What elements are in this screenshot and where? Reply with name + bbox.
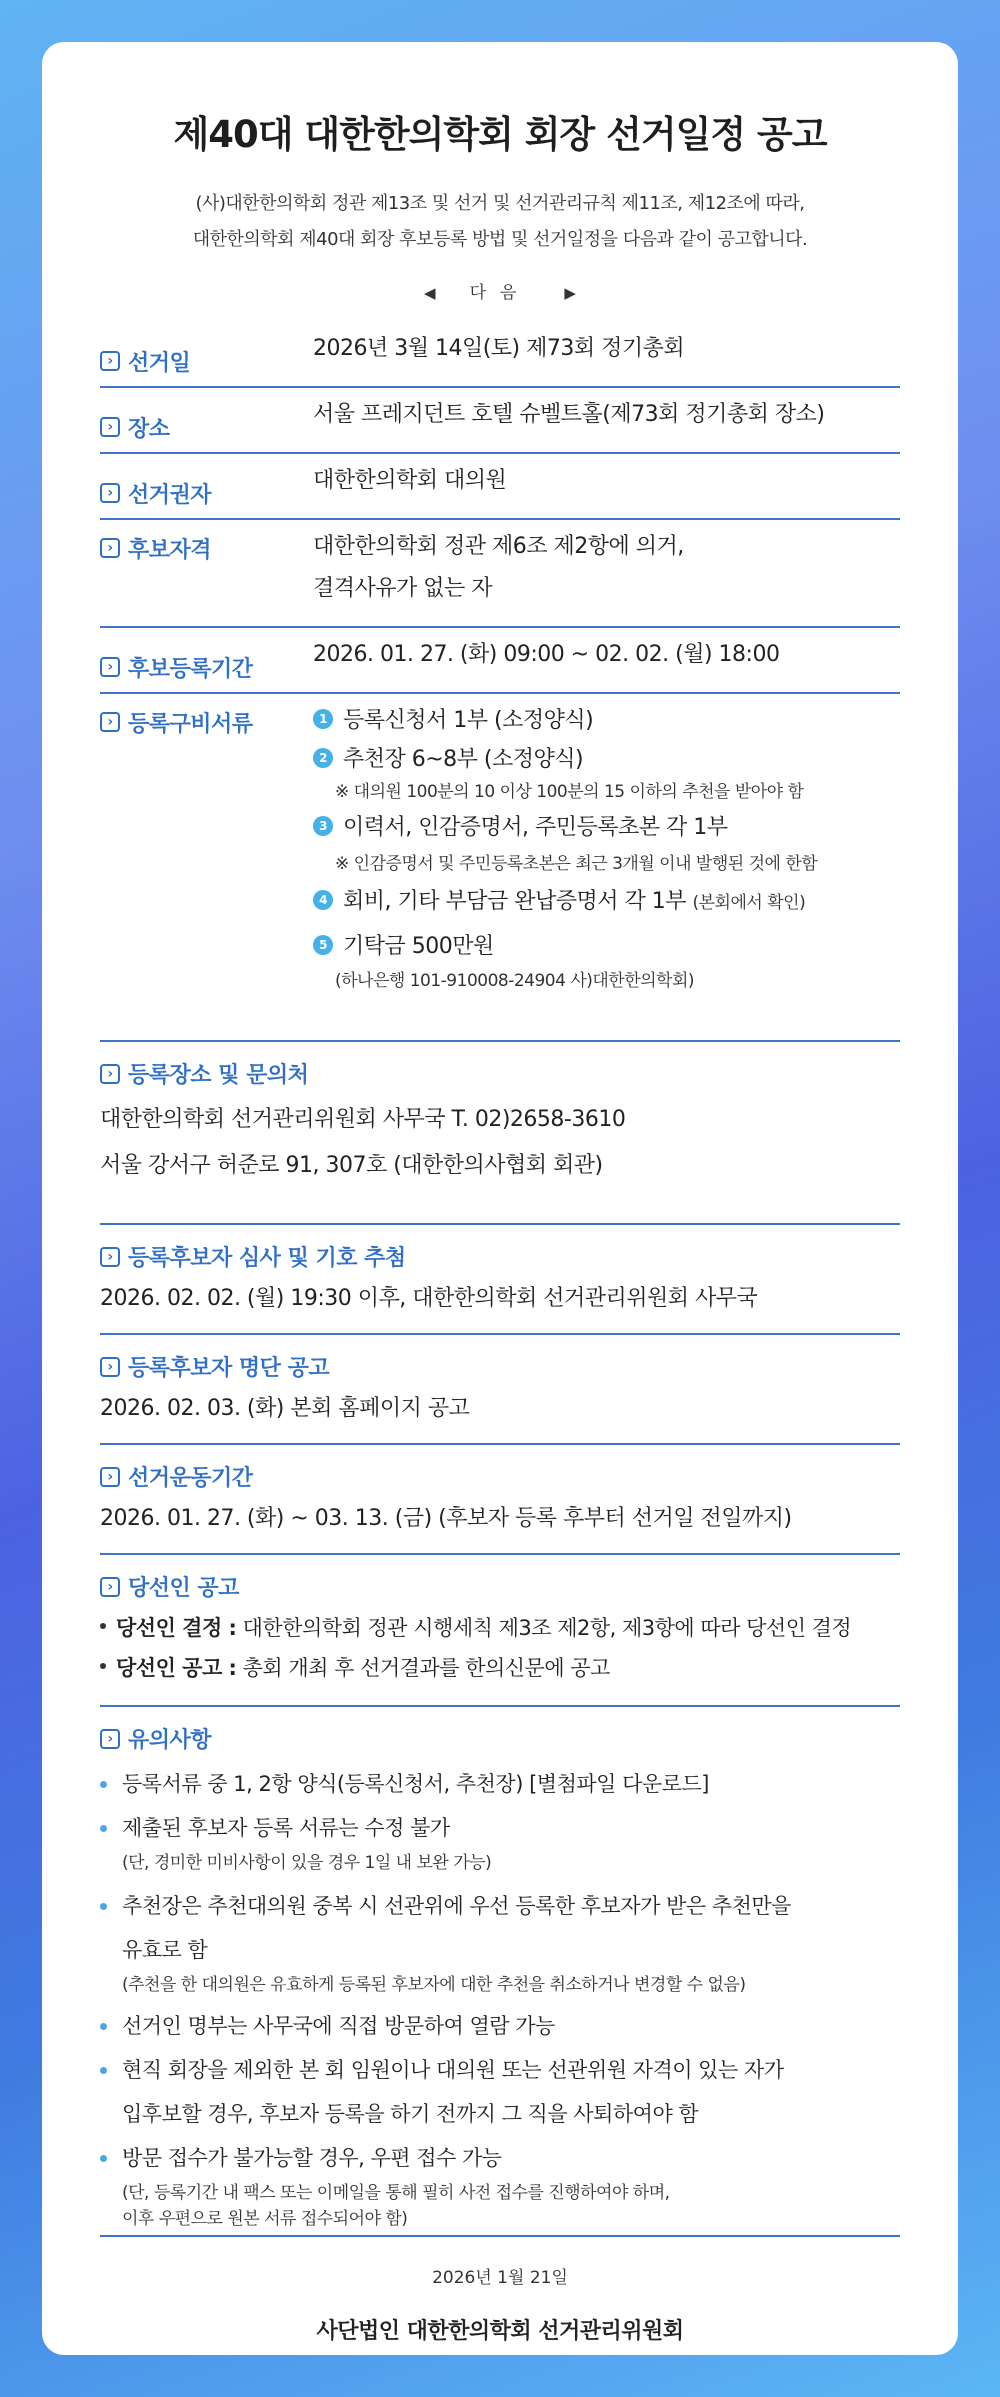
list-item: 방문 접수가 불가능할 경우, 우편 접수 가능 xyxy=(100,2136,900,2180)
row-documents xyxy=(100,694,900,1042)
list-item[interactable]: 등록서류 중 1, 2항 양식(등록신청서, 추천장) [별첨파일 다운로드] xyxy=(100,1762,900,1806)
number-2-icon: 2 xyxy=(313,748,333,768)
list-item: 당선인 결정 : 대한한의학회 정관 시행세칙 제3조 제2항, 제3항에 따라 당선인 결정 xyxy=(100,1608,900,1648)
row-election-day xyxy=(100,322,900,388)
section-title: › 등록후보자 명단 공고 xyxy=(100,1351,900,1382)
chevron-box-icon: › xyxy=(100,712,120,732)
row-label: › 장소 xyxy=(100,402,313,452)
list-note: 이후 우편으로 원본 서류 접수되어야 함) xyxy=(122,2209,408,2229)
page-title: 제40대 대한한의학회 회장 선거일정 공고 xyxy=(173,113,827,156)
row-qualification xyxy=(100,520,900,628)
chevron-box-icon: › xyxy=(100,657,120,677)
document-item: 2 추천장 6~8부 (소정양식) xyxy=(313,742,817,778)
document-item: 4 회비, 기타 부담금 완납증명서 각 1부 (본회에서 확인) xyxy=(313,878,817,927)
number-5-icon: 5 xyxy=(313,935,333,955)
cautions-list xyxy=(100,1762,900,2232)
chevron-box-icon: › xyxy=(100,1064,120,1084)
list-note: (추천을 한 대의원은 유효하게 등록된 후보자에 대한 추천을 취소하거나 변경할 수 없음) xyxy=(122,1975,746,1995)
section-body: 대한한의학회 선거관리위원회 사무국 T. 02)2658-3610 서울 강서구 허준로 91, 307호 (대한한의사협회 회관) xyxy=(100,1107,626,1178)
list-item: 선거인 명부는 사무국에 직접 방문하여 열람 가능 xyxy=(100,2004,900,2048)
row-value: 서울 프레지던트 호텔 슈벨트홀(제73회 정기총회 장소) xyxy=(313,402,825,427)
section-campaign xyxy=(100,1445,900,1555)
list-item-continued: 입후보할 경우, 후보자 등록을 하기 전까지 그 직을 사퇴하여야 함 xyxy=(122,2102,699,2126)
list-item: 추천장은 추천대의원 중복 시 선관위에 우선 등록한 후보자가 받은 추천만을 xyxy=(100,1884,900,1928)
document-note: (하나은행 101-910008-24904 사)대한한의학회) xyxy=(335,971,695,991)
list-item-continued: 유효로 함 xyxy=(122,1938,208,1962)
chevron-box-icon: › xyxy=(100,1247,120,1267)
row-value: 대한한의학회 대의원 xyxy=(313,468,507,493)
winner-list xyxy=(100,1608,900,1688)
document-item: 3 이력서, 인감증명서, 주민등록초본 각 1부 xyxy=(313,806,817,850)
list-note: (단, 경미한 미비사항이 있을 경우 1일 내 보완 가능) xyxy=(122,1853,492,1873)
row-value: 2026년 3월 14일(토) 제73회 정기총회 xyxy=(313,336,685,361)
row-value: 2026. 01. 27. (화) 09:00 ~ 02. 02. (월) 18:00 xyxy=(313,642,780,667)
row-label: › 후보등록기간 xyxy=(100,642,313,692)
chevron-box-icon: › xyxy=(100,1577,120,1597)
intro-line-2: 대한한의학회 제40대 회장 후보등록 방법 및 선거일정을 다음과 같이 공고합니다. xyxy=(192,229,808,250)
intro-line-1: (사)대한한의학회 정관 제13조 및 선거 및 선거관리규칙 제11조, 제12조에 따라, xyxy=(195,193,805,214)
next-divider xyxy=(100,278,900,308)
row-place xyxy=(100,388,900,454)
section-body: 2026. 02. 02. (월) 19:30 이후, 대한한의학회 선거관리위원회 사무국 xyxy=(100,1286,758,1311)
next-label: 다음 xyxy=(469,283,531,303)
section-title: › 유의사항 xyxy=(100,1723,900,1754)
section-title: › 등록후보자 심사 및 기호 추첨 xyxy=(100,1241,900,1272)
number-4-icon: 4 xyxy=(313,890,333,910)
document-item: 1 등록신청서 1부 (소정양식) xyxy=(313,700,817,742)
row-label: › 후보자격 xyxy=(100,534,313,562)
number-3-icon: 3 xyxy=(313,816,333,836)
document-note: ※ 인감증명서 및 주민등록초본은 최근 3개월 이내 발행된 것에 한함 xyxy=(335,854,818,874)
section-title: › 당선인 공고 xyxy=(100,1571,900,1602)
document-note: ※ 대의원 100분의 10 이상 100분의 15 이하의 추천을 받아야 함 xyxy=(335,782,804,802)
row-value: 대한한의학회 정관 제6조 제2항에 의거, 결격사유가 없는 자 xyxy=(313,534,684,601)
list-item: 제출된 후보자 등록 서류는 수정 불가 xyxy=(100,1806,900,1850)
section-winner xyxy=(100,1555,900,1707)
number-1-icon: 1 xyxy=(313,709,333,729)
section-title: › 선거운동기간 xyxy=(100,1461,900,1492)
chevron-box-icon: › xyxy=(100,1467,120,1487)
left-triangle-icon: ◀ xyxy=(424,284,436,302)
notice-card xyxy=(42,42,958,2355)
footer-date: 2026년 1월 21일 xyxy=(432,2268,568,2288)
chevron-box-icon: › xyxy=(100,538,120,558)
row-label: › 등록구비서류 xyxy=(100,708,313,736)
row-voters xyxy=(100,454,900,520)
section-title: › 등록장소 및 문의처 xyxy=(100,1058,900,1089)
section-review xyxy=(100,1225,900,1335)
intro-text xyxy=(100,186,900,258)
row-registration-period xyxy=(100,628,900,694)
chevron-box-icon: › xyxy=(100,417,120,437)
row-label: › 선거권자 xyxy=(100,468,313,518)
section-cautions xyxy=(100,1707,900,2237)
section-body: 2026. 02. 03. (화) 본회 홈페이지 공고 xyxy=(100,1396,470,1421)
section-list-notice xyxy=(100,1335,900,1445)
info-table xyxy=(100,322,900,2237)
chevron-box-icon: › xyxy=(100,351,120,371)
list-item: 당선인 공고 : 총회 개최 후 선거결과를 한의신문에 공고 xyxy=(100,1648,900,1688)
chevron-box-icon: › xyxy=(100,1729,120,1749)
document-item: 5 기탁금 500만원 xyxy=(313,927,817,967)
row-label: › 선거일 xyxy=(100,336,313,386)
list-note: (단, 등록기간 내 팩스 또는 이메일을 통해 필히 사전 접수를 진행하여야 하며, xyxy=(122,2183,670,2203)
chevron-box-icon: › xyxy=(100,483,120,503)
section-body: 2026. 01. 27. (화) ~ 03. 13. (금) (후보자 등록 후부터 선거일 전일까지) xyxy=(100,1506,792,1531)
documents-list xyxy=(313,700,817,1040)
list-item: 현직 회장을 제외한 본 회 임원이나 대의원 또는 선관위원 자격이 있는 자가 xyxy=(100,2048,900,2092)
section-contact xyxy=(100,1042,900,1225)
footer-organization: 사단법인 대한한의학회 선거관리위원회 xyxy=(316,2319,684,2344)
chevron-box-icon: › xyxy=(100,1357,120,1377)
right-triangle-icon: ▶ xyxy=(564,284,576,302)
